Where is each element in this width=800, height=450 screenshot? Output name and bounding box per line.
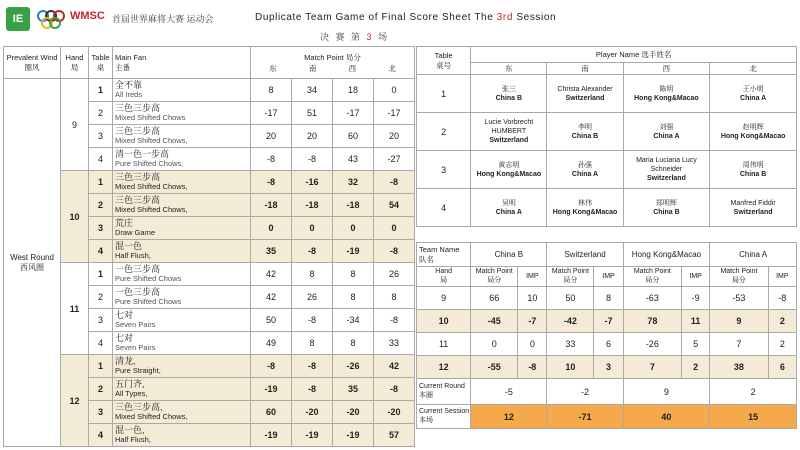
imp-value: 0 [518, 333, 547, 356]
hand-number: 10 [61, 171, 89, 263]
main-fan: 混一色 Half Flush, [113, 240, 251, 263]
col-east: 东 [269, 63, 277, 73]
hand-number: 10 [417, 310, 471, 333]
score-value: -26 [623, 333, 681, 356]
imp-value: -7 [518, 310, 547, 333]
score-value: 7 [710, 333, 768, 356]
team-name: Switzerland [547, 243, 623, 267]
player-cell: 赵明辉 Hong Kong&Macao [710, 113, 797, 151]
current-session-row [417, 405, 797, 429]
match-point-east: 8 [251, 79, 292, 102]
match-point-south: -8 [292, 148, 333, 171]
score-value: -55 [471, 356, 518, 379]
match-point-west: -19 [333, 424, 374, 447]
score-row [417, 333, 797, 356]
score-value: 10 [547, 356, 594, 379]
imp-value: 10 [518, 287, 547, 310]
match-point-north: -8 [374, 171, 415, 194]
table-number: 4 [417, 189, 471, 227]
current-session-value: 12 [471, 405, 547, 429]
player-cell: 张三 China B [471, 75, 547, 113]
imp-label: IMP [768, 267, 796, 287]
main-fan: 全不靠 All Ireds [113, 79, 251, 102]
match-point-north: -20 [374, 401, 415, 424]
score-value: 78 [623, 310, 681, 333]
player-header-row [417, 47, 797, 63]
imp-value: -9 [682, 287, 710, 310]
hand-number: 11 [61, 263, 89, 355]
team-name: Hong Kong&Macao [623, 243, 710, 267]
imp-label: IMP [518, 267, 547, 287]
score-value: 50 [547, 287, 594, 310]
current-round-row [417, 379, 797, 405]
match-point-north: -8 [374, 240, 415, 263]
hand-scores-table [3, 46, 415, 447]
table-row [4, 79, 415, 102]
match-point-north: -17 [374, 102, 415, 125]
table-row [4, 263, 415, 286]
match-point-label: Match Point 局分 [547, 267, 594, 287]
match-point-label: Match Point 局分 [710, 267, 768, 287]
match-point-west: 35 [333, 378, 374, 401]
match-point-north: 8 [374, 286, 415, 309]
imp-value: -8 [518, 356, 547, 379]
current-session-label: Current Session 本场 [417, 405, 471, 429]
current-round-value: -2 [547, 379, 623, 405]
player-cell: 周伟明 China B [710, 151, 797, 189]
match-point-north: 33 [374, 332, 415, 355]
hand-header: Hand 局 [61, 47, 89, 79]
event-logo: IE [6, 7, 30, 31]
hand-label: Hand 局 [417, 267, 471, 287]
current-session-value: 15 [710, 405, 797, 429]
seat-south: 南 [547, 63, 623, 75]
table-row [4, 171, 415, 194]
match-point-south: -19 [292, 424, 333, 447]
match-point-south: 26 [292, 286, 333, 309]
match-point-north: 0 [374, 79, 415, 102]
hand-number: 11 [417, 333, 471, 356]
player-cell: 陈明 Hong Kong&Macao [623, 75, 710, 113]
imp-value: 2 [768, 333, 796, 356]
player-cell: 李明 China B [547, 113, 623, 151]
match-point-south: 20 [292, 125, 333, 148]
col-south: 南 [308, 63, 317, 73]
table-number: 3 [417, 151, 471, 189]
imp-value: 6 [768, 356, 796, 379]
player-row [417, 189, 797, 227]
team-name: China B [471, 243, 547, 267]
current-round-value: -5 [471, 379, 547, 405]
team-name-row [417, 243, 797, 267]
match-point-header: Match Point 局分 东 南 西 北 [251, 47, 415, 79]
match-point-west: -20 [333, 401, 374, 424]
team-name: China A [710, 243, 797, 267]
player-cell: Maria Luciana Lucy Schneider Switzerland [623, 151, 710, 189]
table-number: 1 [89, 171, 113, 194]
seat-west: 西 [623, 63, 710, 75]
match-point-west: -26 [333, 355, 374, 378]
match-point-west: 18 [333, 79, 374, 102]
table-number: 2 [89, 286, 113, 309]
table-number: 2 [89, 102, 113, 125]
main-fan: 三色三步高 Mixed Shifted Chows, [113, 171, 251, 194]
score-value: 33 [547, 333, 594, 356]
table-number: 1 [89, 355, 113, 378]
page-title: Duplicate Team Game of Final Score Sheet The 3rd Session [255, 12, 557, 23]
score-value: 66 [471, 287, 518, 310]
match-point-north: 20 [374, 125, 415, 148]
table-number: 3 [89, 309, 113, 332]
imp-label: IMP [682, 267, 710, 287]
imp-label: IMP [594, 267, 623, 287]
table-number: 1 [89, 263, 113, 286]
player-row [417, 75, 797, 113]
main-fan: 五门齐, All Types, [113, 378, 251, 401]
table-number: 3 [89, 217, 113, 240]
player-cell: 吴明 China A [471, 189, 547, 227]
main-fan: 清一色一步高 Pure Shifted Chows, [113, 148, 251, 171]
main-fan: 荒庄 Draw Game [113, 217, 251, 240]
match-point-west: -19 [333, 240, 374, 263]
col-north: 北 [388, 63, 396, 73]
table-row [4, 355, 415, 378]
fan-header: Main Fan 主番 [113, 47, 251, 79]
main-fan: 清龙, Pure Straight, [113, 355, 251, 378]
table-header-row [4, 47, 415, 79]
match-point-north: -8 [374, 309, 415, 332]
match-point-north: 26 [374, 263, 415, 286]
imp-value: 8 [594, 287, 623, 310]
match-point-south: 8 [292, 263, 333, 286]
table-number: 4 [89, 240, 113, 263]
imp-value: 5 [682, 333, 710, 356]
hand-number: 9 [61, 79, 89, 171]
table-number: 1 [89, 79, 113, 102]
current-round-label: Current Round 本圈 [417, 379, 471, 405]
player-cell: Christa Alexander Switzerland [547, 75, 623, 113]
match-point-east: 35 [251, 240, 292, 263]
table-number: 3 [89, 125, 113, 148]
hand-number: 12 [417, 356, 471, 379]
match-point-east: -19 [251, 378, 292, 401]
match-point-north: 57 [374, 424, 415, 447]
table-number: 3 [89, 401, 113, 424]
wind-cell: West Round 西风圈 [4, 79, 61, 447]
main-fan: 一色三步高 Pure Shifted Chows [113, 286, 251, 309]
team-name-label: Team Name 队名 [417, 243, 471, 267]
score-value: -63 [623, 287, 681, 310]
table-number: 2 [89, 378, 113, 401]
player-name-header: Player Name 选手姓名 [471, 47, 797, 63]
match-point-west: -18 [333, 194, 374, 217]
seat-east: 东 [471, 63, 547, 75]
match-point-south: 8 [292, 332, 333, 355]
match-point-east: 50 [251, 309, 292, 332]
match-point-north: 0 [374, 217, 415, 240]
table-number: 4 [89, 148, 113, 171]
rings-logo-icon [36, 9, 66, 31]
brand-name: WMSC [70, 10, 105, 22]
match-point-west: 32 [333, 171, 374, 194]
main-fan: 三色三步高 Mixed Shifted Chows, [113, 125, 251, 148]
main-fan: 三色三步高 Mixed Shifted Chows [113, 102, 251, 125]
seat-north: 北 [710, 63, 797, 75]
imp-value: 3 [594, 356, 623, 379]
match-point-east: 42 [251, 263, 292, 286]
score-header-row [417, 267, 797, 287]
player-cell: Manfred Fiddir Switzerland [710, 189, 797, 227]
match-point-west: 8 [333, 286, 374, 309]
match-point-label: Match Point 局分 [471, 267, 518, 287]
table-number: 4 [89, 424, 113, 447]
match-point-east: 60 [251, 401, 292, 424]
score-value: -53 [710, 287, 768, 310]
score-value: 38 [710, 356, 768, 379]
match-point-east: 0 [251, 217, 292, 240]
score-row [417, 287, 797, 310]
match-point-south: -8 [292, 378, 333, 401]
match-point-west: 60 [333, 125, 374, 148]
match-point-south: 34 [292, 79, 333, 102]
imp-value: -8 [768, 287, 796, 310]
main-fan: 一色三步高 Pure Shifted Chows [113, 263, 251, 286]
imp-value: 11 [682, 310, 710, 333]
match-point-north: -8 [374, 378, 415, 401]
main-fan: 七对 Seven Pairs [113, 332, 251, 355]
player-row [417, 113, 797, 151]
match-point-south: -16 [292, 171, 333, 194]
match-point-south: 51 [292, 102, 333, 125]
match-point-west: -34 [333, 309, 374, 332]
col-west: 西 [348, 63, 357, 73]
match-point-south: -8 [292, 309, 333, 332]
match-point-south: -18 [292, 194, 333, 217]
player-cell: Lucie Vorbrecht HUMBERT Switzerland [471, 113, 547, 151]
match-point-north: 42 [374, 355, 415, 378]
match-point-east: -8 [251, 148, 292, 171]
match-point-south: -8 [292, 355, 333, 378]
match-point-west: -17 [333, 102, 374, 125]
table-number: 2 [89, 194, 113, 217]
table-number: 4 [89, 332, 113, 355]
score-value: 9 [710, 310, 768, 333]
player-cell: 孙强 China A [547, 151, 623, 189]
match-point-south: -20 [292, 401, 333, 424]
event-subtitle: 首届世界麻将大赛 运动会 [112, 14, 214, 24]
main-fan: 七对 Seven Pairs [113, 309, 251, 332]
match-point-east: -18 [251, 194, 292, 217]
table-header: Table 桌 [89, 47, 113, 79]
score-row [417, 356, 797, 379]
current-round-value: 9 [623, 379, 710, 405]
page-title-cn: 决 赛 第 3 场 [320, 32, 390, 42]
match-point-east: -8 [251, 355, 292, 378]
right-table-header: Table 桌号 [417, 47, 471, 75]
imp-value: 2 [682, 356, 710, 379]
match-point-east: -8 [251, 171, 292, 194]
player-cell: 林伟 Hong Kong&Macao [547, 189, 623, 227]
match-point-east: -17 [251, 102, 292, 125]
main-fan: 混一色, Half Flush, [113, 424, 251, 447]
score-row [417, 310, 797, 333]
match-point-west: 8 [333, 263, 374, 286]
match-point-label: Match Point 局分 [623, 267, 681, 287]
match-point-north: 54 [374, 194, 415, 217]
page-header [0, 0, 800, 46]
match-point-west: 43 [333, 148, 374, 171]
match-point-north: -27 [374, 148, 415, 171]
main-fan: 三色三步高, Mixed Shifted Chows, [113, 401, 251, 424]
current-session-value: -71 [547, 405, 623, 429]
main-fan: 三色三步高 Mixed Shifted Chows, [113, 194, 251, 217]
current-round-value: 2 [710, 379, 797, 405]
player-cell: 刘强 China A [623, 113, 710, 151]
match-point-east: -19 [251, 424, 292, 447]
current-session-value: 40 [623, 405, 710, 429]
match-point-south: -8 [292, 240, 333, 263]
player-cell: 黄志明 Hong Kong&Macao [471, 151, 547, 189]
match-point-south: 0 [292, 217, 333, 240]
match-point-west: 8 [333, 332, 374, 355]
wind-header: Prevalent Wind 圈风 [4, 47, 61, 79]
match-point-east: 49 [251, 332, 292, 355]
team-summary-table [416, 46, 797, 429]
player-cell: 王小明 China A [710, 75, 797, 113]
imp-value: 2 [768, 310, 796, 333]
match-point-east: 20 [251, 125, 292, 148]
player-cell: 郑明辉 China B [623, 189, 710, 227]
table-number: 1 [417, 75, 471, 113]
hand-number: 12 [61, 355, 89, 447]
seat-header-row [417, 63, 797, 75]
player-row [417, 151, 797, 189]
spacer-row [417, 227, 797, 243]
score-value: 7 [623, 356, 681, 379]
score-value: -42 [547, 310, 594, 333]
score-value: -45 [471, 310, 518, 333]
score-value: 0 [471, 333, 518, 356]
table-number: 2 [417, 113, 471, 151]
hand-number: 9 [417, 287, 471, 310]
imp-value: 6 [594, 333, 623, 356]
match-point-east: 42 [251, 286, 292, 309]
match-point-west: 0 [333, 217, 374, 240]
imp-value: -7 [594, 310, 623, 333]
